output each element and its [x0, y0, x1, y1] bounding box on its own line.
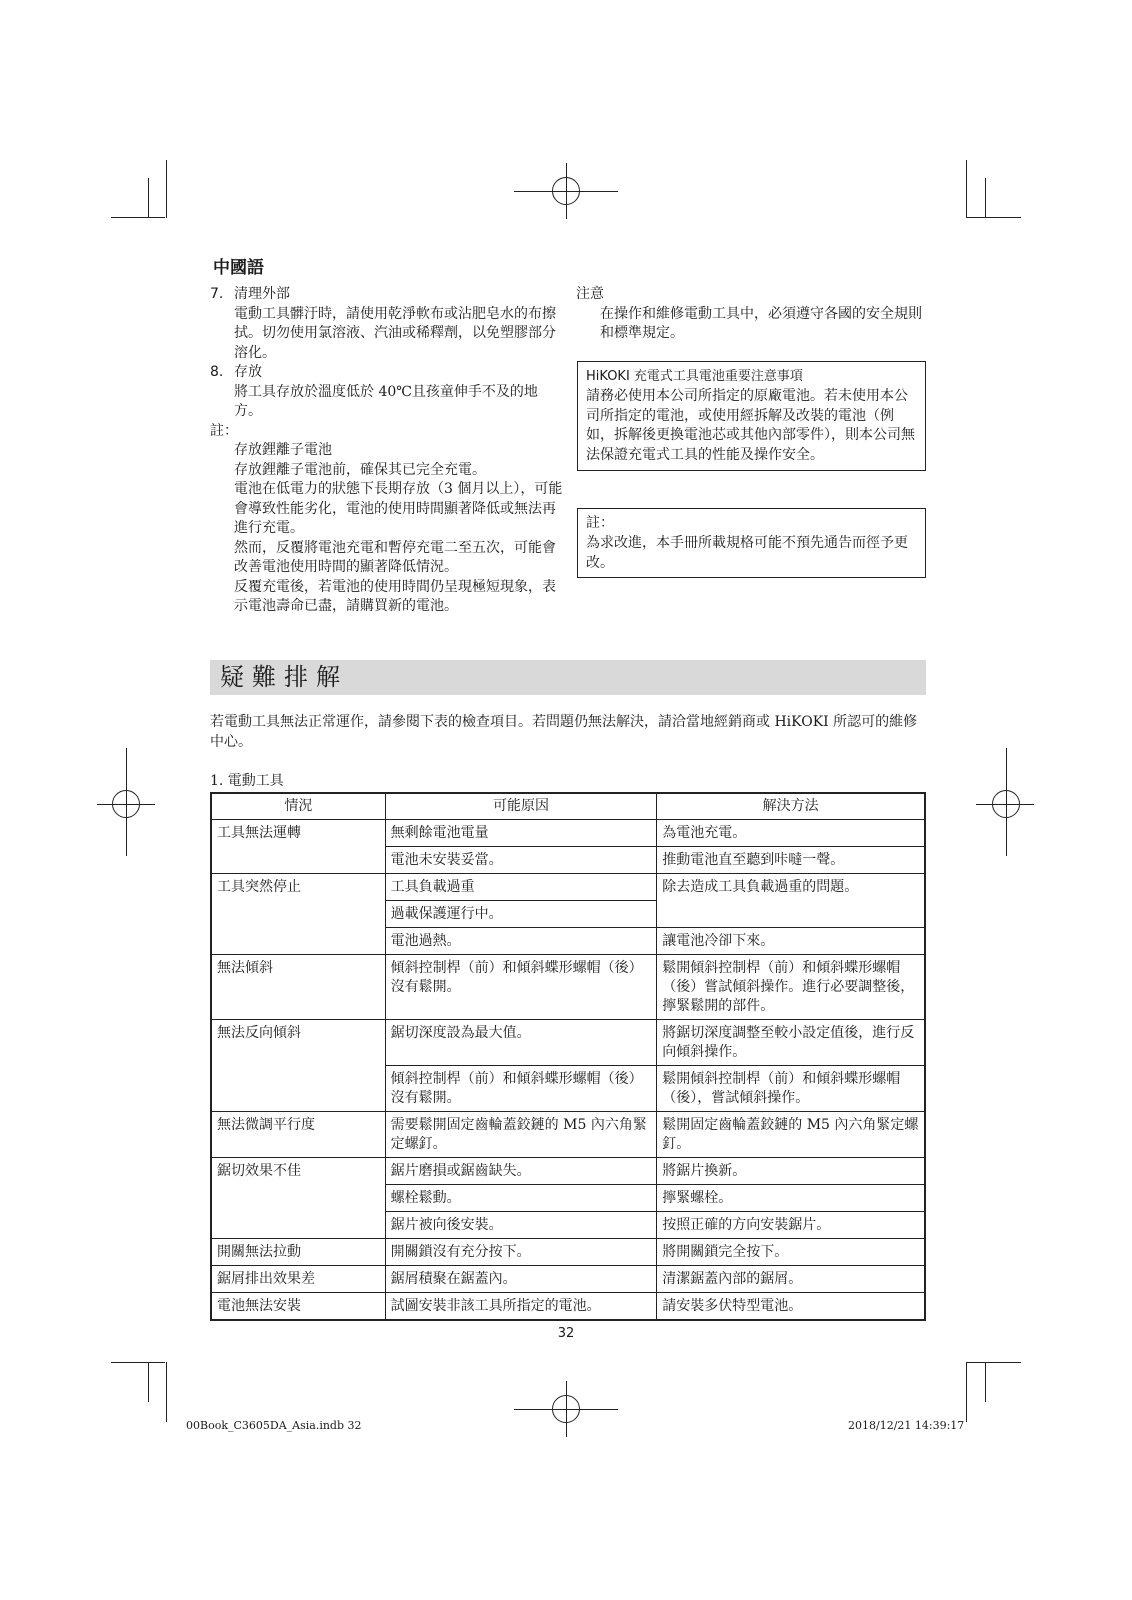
spec-note-text: 為求改進，本手冊所載規格可能不預先通告而徑予更改。 — [586, 534, 908, 571]
table-row — [211, 874, 925, 901]
note-block — [210, 441, 564, 617]
note-label: 註： — [210, 422, 238, 439]
cause-cell: 電池過熱。 — [385, 928, 657, 955]
cause-cell: 試圖安裝非該工具所指定的電池。 — [385, 1293, 657, 1321]
section-intro: 若電動工具無法正常運作，請參閱下表的檢查項目。若問題仍無法解決，請洽當地經銷商或 HiKOKI 所認可的維修中心。 — [210, 714, 918, 750]
caution-text: 在操作和維修電動工具中，必須遵守各國的安全規則和標準規定。 — [600, 305, 922, 341]
right-column — [576, 285, 926, 344]
situation-cell: 無法微調平行度 — [211, 1112, 385, 1158]
note-line: 存放鋰離子電池前，確保其已完全充電。 — [234, 461, 486, 478]
cause-cell: 工具負載過重 — [385, 874, 657, 901]
solution-cell: 按照正確的方向安裝鋸片。 — [657, 1212, 925, 1239]
solution-cell: 推動電池直至聽到咔噠一聲。 — [657, 847, 925, 874]
solution-cell: 將鋸切深度調整至較小設定值後，進行反向傾斜操作。 — [657, 1020, 925, 1066]
table-row — [211, 1266, 925, 1293]
cause-cell: 鋸片磨損或鋸齒缺失。 — [385, 1158, 657, 1185]
battery-notice-box — [577, 361, 926, 471]
cause-cell: 鋸屑積聚在鋸蓋內。 — [385, 1266, 657, 1293]
table-subheading: 1. 電動工具 — [210, 773, 284, 789]
cause-cell: 電池未安裝妥當。 — [385, 847, 657, 874]
language-heading: 中國語 — [213, 258, 264, 278]
cause-cell: 過載保護運行中。 — [385, 901, 657, 928]
item-8-heading — [210, 363, 564, 383]
table-row — [211, 820, 925, 847]
note-line: 電池在低電力的狀態下長期存放（3 個月以上），可能會導致性能劣化，電池的使用時間顯著降低或無法再進行充電。 — [234, 481, 563, 536]
solution-cell: 讓電池冷卻下來。 — [657, 928, 925, 955]
column-header: 解決方法 — [657, 793, 925, 820]
left-column — [210, 285, 564, 617]
caution-label: 注意 — [576, 286, 604, 302]
item-7-heading — [210, 285, 564, 305]
item-8-number: 8. — [210, 364, 224, 380]
print-slug-filename: 00Book_C3605DA_Asia.indb 32 — [186, 1419, 362, 1432]
spec-note-label: 註： — [586, 515, 614, 531]
battery-notice-text: 請務必使用本公司所指定的原廠電池。若未使用本公司所指定的電池，或使用經拆解及改裝的電池（例如，拆解後更換電池芯或其他內部零件），則本公司無法保證充電式工具的性能及操作安全。 — [586, 387, 915, 464]
solution-cell: 除去造成工具負載過重的問題。 — [657, 874, 925, 928]
print-slug-timestamp: 2018/12/21 14:39:17 — [848, 1419, 965, 1432]
situation-cell: 鋸切效果不佳 — [211, 1158, 385, 1239]
solution-cell: 清潔鋸蓋內部的鋸屑。 — [657, 1266, 925, 1293]
cause-cell: 傾斜控制桿（前）和傾斜蝶形螺帽（後）沒有鬆開。 — [385, 955, 657, 1020]
troubleshooting-table — [210, 792, 926, 1321]
table-row — [211, 1020, 925, 1066]
situation-cell: 無法傾斜 — [211, 955, 385, 1020]
solution-cell: 請安裝多伏特型電池。 — [657, 1293, 925, 1321]
table-row — [211, 1293, 925, 1321]
item-7-title: 清理外部 — [234, 286, 290, 302]
table-row — [211, 1158, 925, 1185]
situation-cell: 電池無法安裝 — [211, 1293, 385, 1321]
spec-note-box — [577, 508, 926, 578]
situation-cell: 工具突然停止 — [211, 874, 385, 955]
cause-cell: 需要鬆開固定齒輪蓋鉸鏈的 M5 內六角緊定螺釘。 — [385, 1112, 657, 1158]
cause-cell: 螺栓鬆動。 — [385, 1185, 657, 1212]
table-row — [211, 955, 925, 1020]
solution-cell: 鬆開傾斜控制桿（前）和傾斜蝶形螺帽（後）嘗試傾斜操作。進行必要調整後，擰緊鬆開的部件。 — [657, 955, 925, 1020]
solution-cell: 為電池充電。 — [657, 820, 925, 847]
cause-cell: 開關鎖沒有充分按下。 — [385, 1239, 657, 1266]
solution-cell: 將鋸片換新。 — [657, 1158, 925, 1185]
solution-cell: 擰緊螺栓。 — [657, 1185, 925, 1212]
table-row — [211, 1112, 925, 1158]
table-header-row — [211, 793, 925, 820]
situation-cell: 鋸屑排出效果差 — [211, 1266, 385, 1293]
column-header: 可能原因 — [385, 793, 657, 820]
item-8-title: 存放 — [234, 364, 262, 380]
cause-cell: 鋸片被向後安裝。 — [385, 1212, 657, 1239]
table-row — [211, 1239, 925, 1266]
cause-cell: 傾斜控制桿（前）和傾斜蝶形螺帽（後）沒有鬆開。 — [385, 1066, 657, 1112]
item-7-text: 電動工具髒汙時，請使用乾淨軟布或沾肥皂水的布擦拭。切勿使用氯溶液、汽油或稀釋劑，以免塑膠部分溶化。 — [234, 305, 556, 361]
battery-notice-title: HiKOKI 充電式工具電池重要注意事項 — [586, 369, 803, 384]
note-line: 存放鋰離子電池 — [234, 442, 332, 458]
solution-cell: 將開關鎖完全按下。 — [657, 1239, 925, 1266]
column-header: 情況 — [211, 793, 385, 820]
item-8-text: 將工具存放於溫度低於 40℃且孩童伸手不及的地方。 — [234, 383, 538, 419]
section-title: 疑難排解 — [210, 660, 926, 695]
item-7-number: 7. — [210, 286, 224, 302]
cause-cell: 鋸切深度設為最大值。 — [385, 1020, 657, 1066]
cause-cell: 無剩餘電池電量 — [385, 820, 657, 847]
situation-cell: 無法反向傾斜 — [211, 1020, 385, 1112]
page-number: 32 — [557, 1326, 575, 1341]
note-line: 然而，反覆將電池充電和暫停充電二至五次，可能會改善電池使用時間的顯著降低情況。 — [234, 539, 556, 575]
situation-cell: 工具無法運轉 — [211, 820, 385, 874]
solution-cell: 鬆開固定齒輪蓋鉸鏈的 M5 內六角緊定螺釘。 — [657, 1112, 925, 1158]
note-line: 反覆充電後，若電池的使用時間仍呈現極短現象，表示電池壽命已盡，請購買新的電池。 — [234, 578, 556, 614]
situation-cell: 開關無法拉動 — [211, 1239, 385, 1266]
solution-cell: 鬆開傾斜控制桿（前）和傾斜蝶形螺帽（後），嘗試傾斜操作。 — [657, 1066, 925, 1112]
